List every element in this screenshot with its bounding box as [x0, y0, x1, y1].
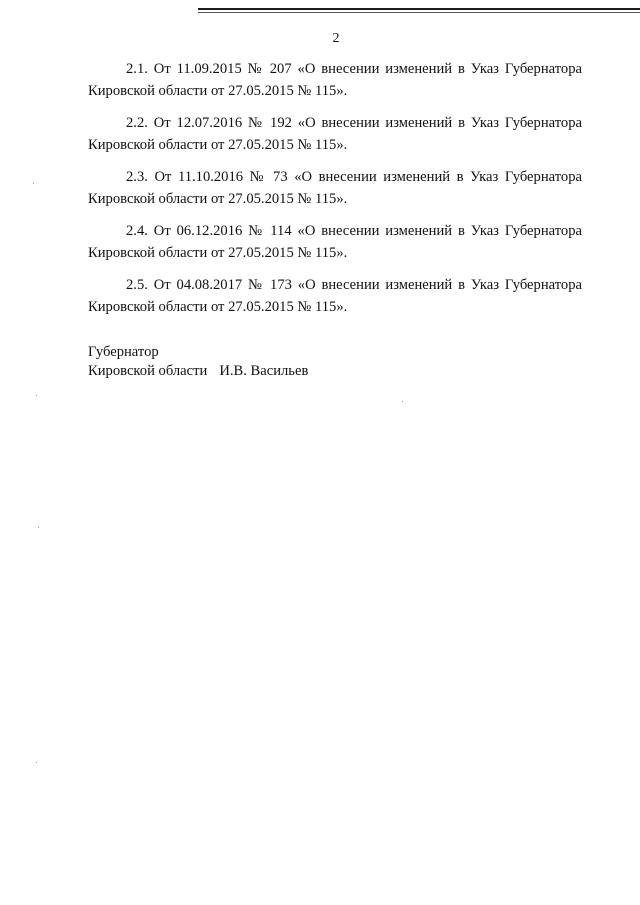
list-item-line1: 2.2. От 12.07.2016 № 192 «О внесении изменений в Указ Губернатора [126, 115, 582, 131]
list-item-line1: 2.5. От 04.08.2017 № 173 «О внесении изменений в Указ Губернатора [126, 277, 582, 293]
signatory-name: И.В. Васильев [219, 363, 309, 379]
scan-speck [36, 762, 37, 763]
list-item [88, 58, 582, 102]
list-item-line2: Кировской области от 27.05.2015 № 115». [88, 137, 348, 153]
scan-speck [402, 401, 403, 402]
scan-edge-line [198, 8, 640, 10]
list-item-line2: Кировской области от 27.05.2015 № 115». [88, 299, 348, 315]
list-item-line2: Кировской области от 27.05.2015 № 115». [88, 191, 348, 207]
list-item-line1: 2.1. От 11.09.2015 № 207 «О внесении изменений в Указ Губернатора [126, 61, 582, 77]
list-item [88, 166, 582, 210]
list-item-line1: 2.4. От 06.12.2016 № 114 «О внесении изменений в Указ Губернатора [126, 223, 582, 239]
list-item-line2: Кировской области от 27.05.2015 № 115». [88, 245, 348, 261]
list-item [88, 220, 582, 264]
amendments-list [88, 58, 582, 328]
signature-title: Губернатор [88, 344, 159, 360]
list-item [88, 274, 582, 318]
scan-speck [36, 395, 37, 396]
signature-region: Кировской области [88, 363, 208, 379]
signature-block [88, 343, 308, 381]
page-number: 2 [332, 31, 340, 46]
list-item-line2: Кировской области от 27.05.2015 № 115». [88, 83, 348, 99]
signature-region-row [88, 362, 308, 381]
list-item [88, 112, 582, 156]
list-item-line1: 2.3. От 11.10.2016 № 73 «О внесении изменений в Указ Губернатора [126, 169, 582, 185]
scan-edge-line-thin [198, 12, 640, 13]
scan-speck [38, 527, 39, 528]
scan-speck [33, 183, 34, 184]
